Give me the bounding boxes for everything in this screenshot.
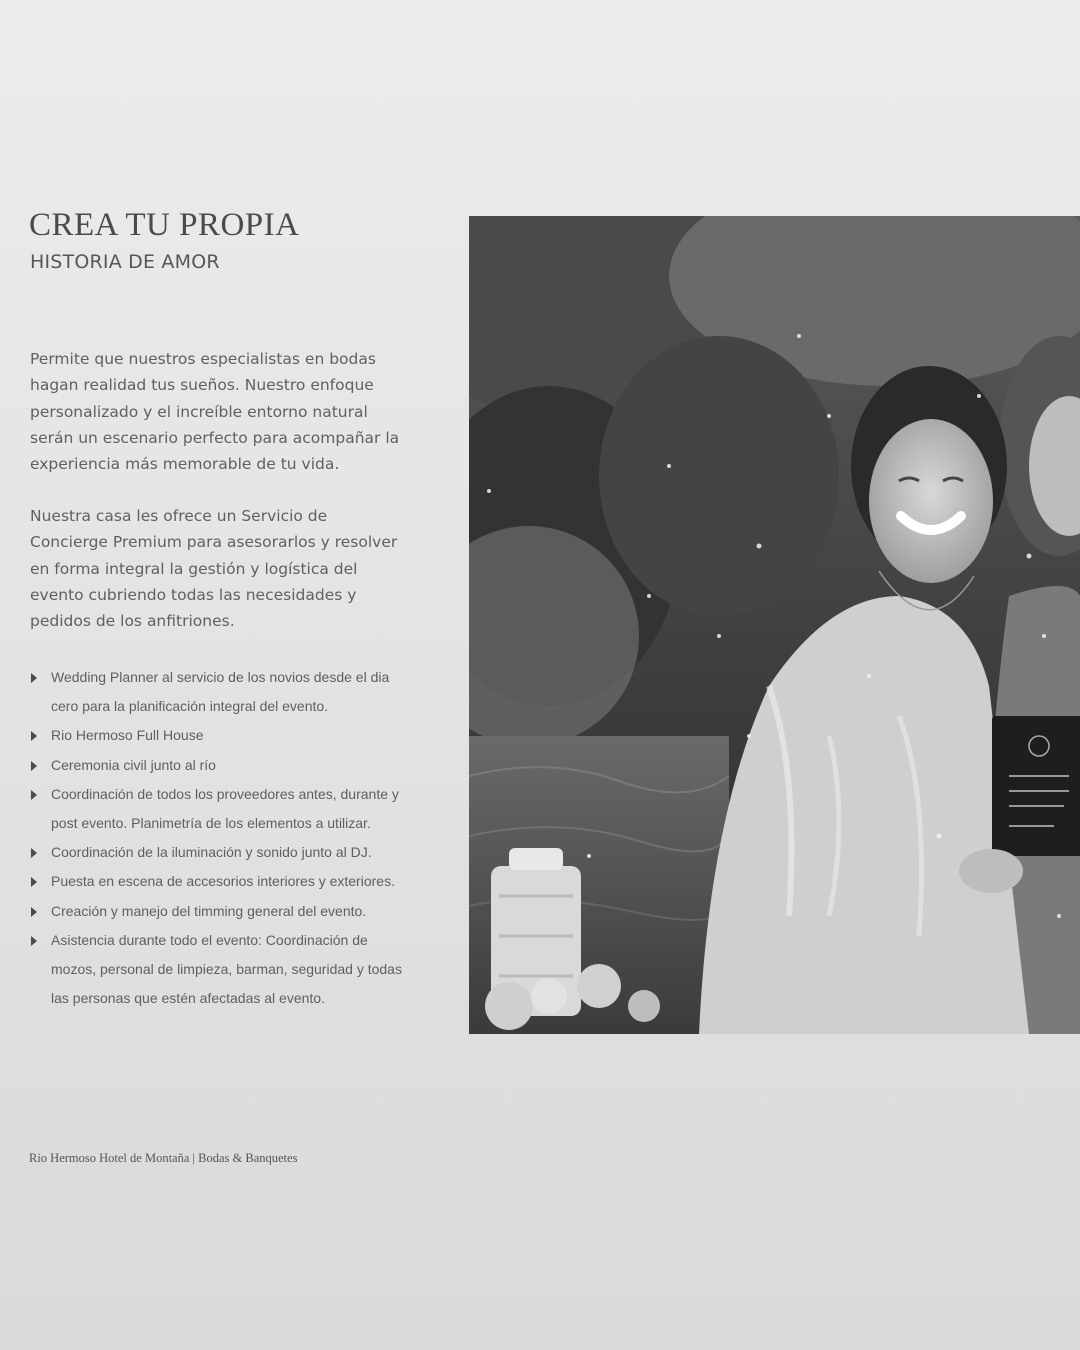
bullet-arrow-icon <box>31 848 37 858</box>
list-item <box>30 897 410 926</box>
page-title: CREA TU PROPIA <box>29 207 300 243</box>
intro-paragraph: Permite que nuestros especialistas en bodas hagan realidad tus sueños. Nuestro enfoque personalizado y el increíble entorno natural serán un escenario perfecto para acompañar la experiencia más memorable de tu vida. <box>30 350 400 474</box>
list-item <box>30 721 410 750</box>
list-item-text: Puesta en escena de accesorios interiores y exteriores. <box>51 873 395 890</box>
bullet-arrow-icon <box>31 761 37 771</box>
list-item-text: Coordinación de la iluminación y sonido junto al DJ. <box>51 844 372 861</box>
list-item <box>30 926 410 1014</box>
wedding-photo <box>469 216 1080 1034</box>
list-item <box>30 838 410 867</box>
bullet-arrow-icon <box>31 907 37 917</box>
list-item-text: Rio Hermoso Full House <box>51 727 204 744</box>
list-item-text: Creación y manejo del timming general del evento. <box>51 902 367 919</box>
bullet-arrow-icon <box>31 877 37 887</box>
footer-caption: Rio Hermoso Hotel de Montaña | Bodas & Banquetes <box>29 1151 298 1165</box>
list-item-text: Coordinación de todos los proveedores antes, durante y post evento. Planimetría de los elementos a utilizar. <box>51 785 399 832</box>
list-item <box>30 663 410 721</box>
concierge-paragraph: Nuestra casa les ofrece un Servicio de Concierge Premium para asesorarlos y resolver en forma integral la gestión y logística del evento cubriendo todas las necesidades y pedidos de los anfitriones. <box>30 507 398 631</box>
list-item-text: Wedding Planner al servicio de los novios desde el dia cero para la planificación integral del evento. <box>51 669 390 715</box>
bullet-arrow-icon <box>31 790 37 800</box>
list-item-text: Ceremonia civil junto al río <box>51 756 216 773</box>
list-item-text: Asistencia durante todo el evento: Coordinación de mozos, personal de limpieza, barman, seguridad y todas las personas que estén afectadas al evento. <box>51 931 402 1007</box>
list-item <box>30 780 410 838</box>
bullet-arrow-icon <box>31 936 37 946</box>
bullet-arrow-icon <box>31 731 37 741</box>
list-item <box>30 867 410 896</box>
services-list <box>30 663 410 1013</box>
bullet-arrow-icon <box>31 673 37 683</box>
list-item <box>30 751 410 780</box>
page-subtitle: HISTORIA DE AMOR <box>30 251 220 273</box>
wedding-photo-illustration <box>469 216 1080 1034</box>
